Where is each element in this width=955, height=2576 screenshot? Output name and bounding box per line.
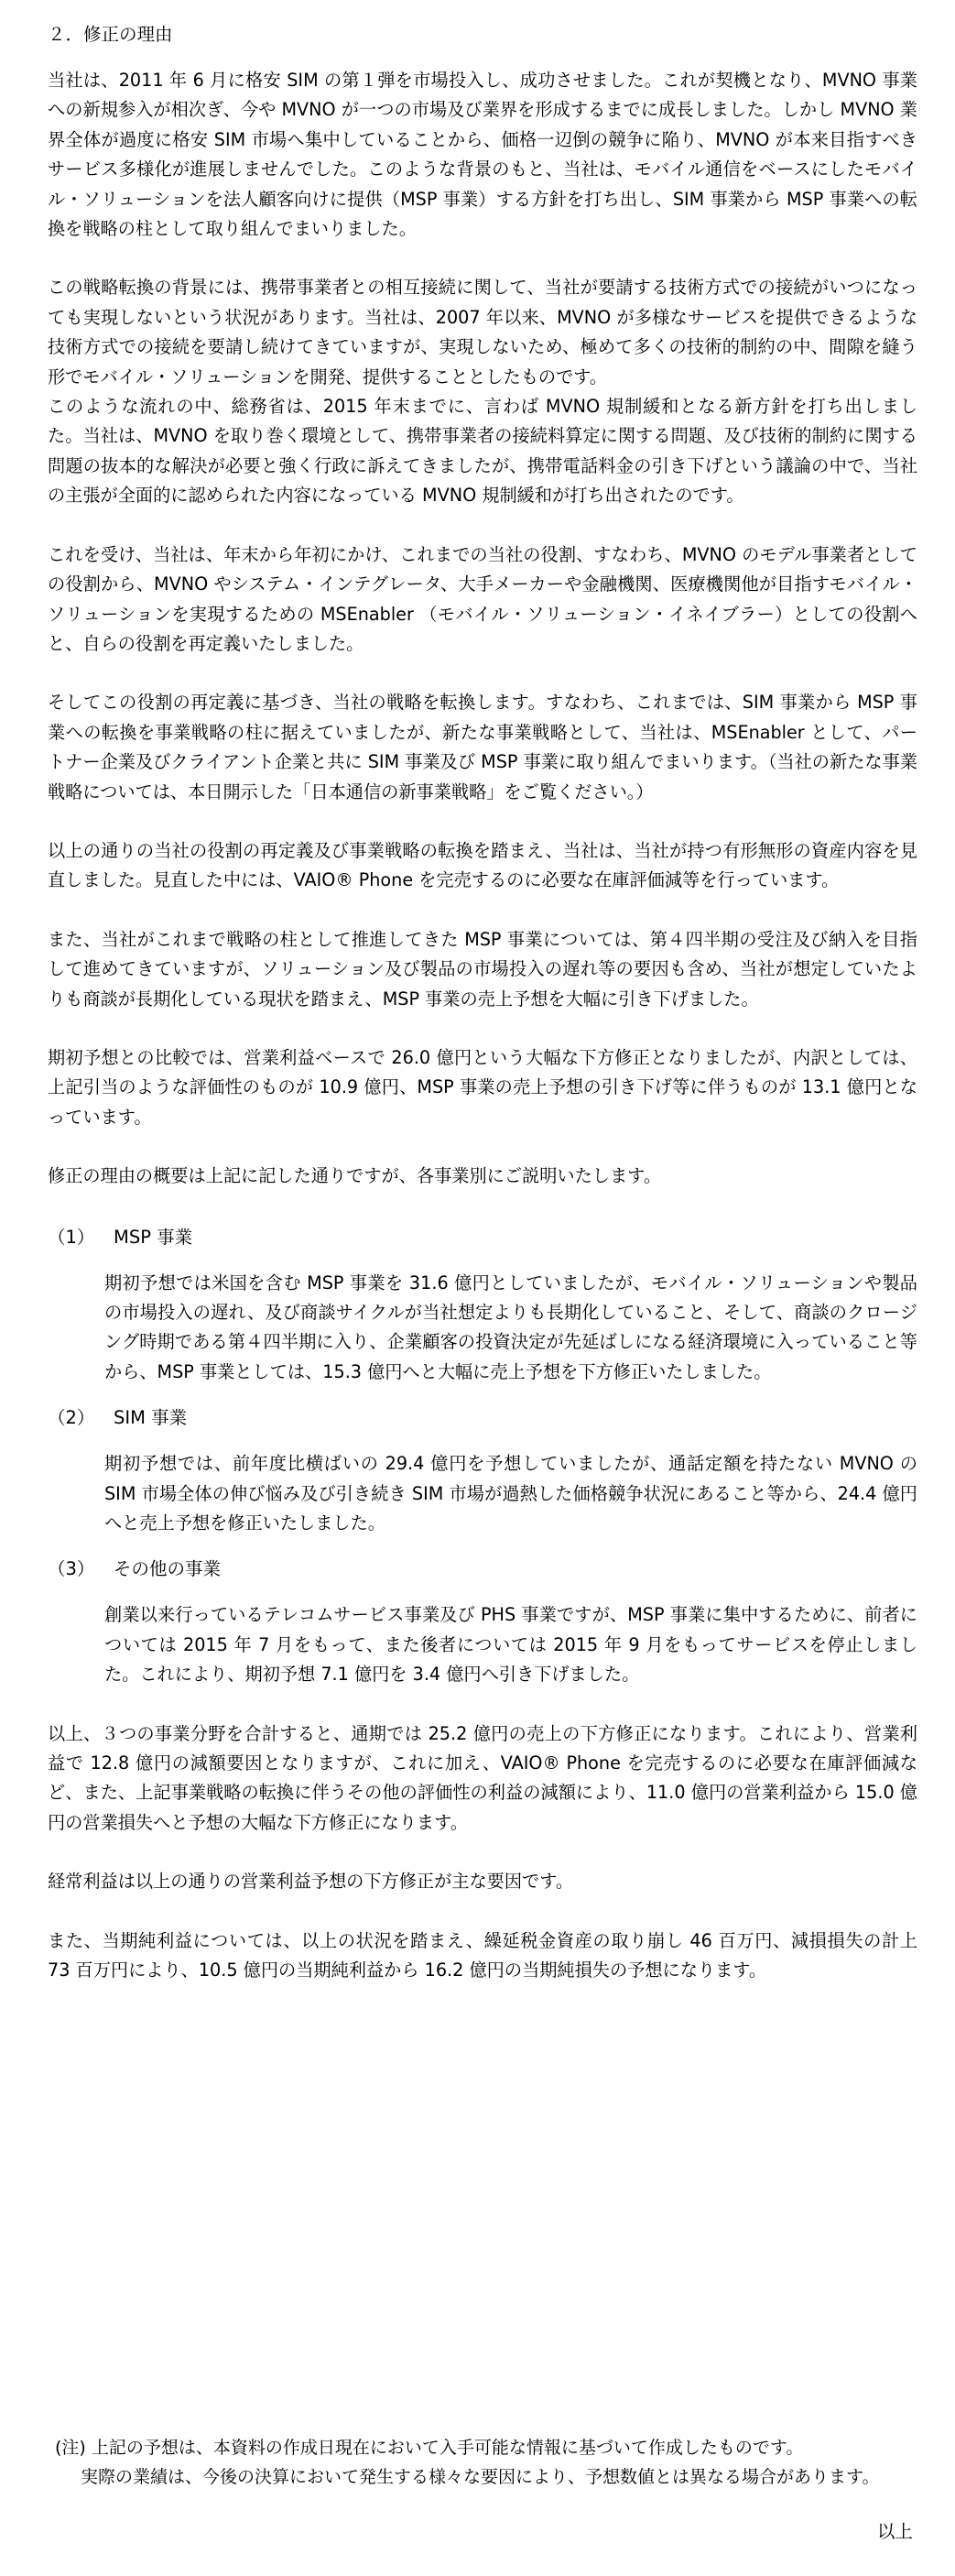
paragraph-10: 以上、３つの事業分野を合計すると、通期では 25.2 億円の売上の下方修正になります。これにより、営業利益で 12.8 億円の減額要因となりますが、これに加え、VAIO® Phone を完売するのに必要な在庫評価減など、また、上記事業戦略の転換に伴うその他の評価性の利益の減額により、11.0 億円の営業利益から 15.0 億円の営業損失へと予想の大幅な下方修正になります。 xyxy=(48,1722,917,1833)
item-number: （2） xyxy=(48,1407,95,1429)
item-title: その他の事業 xyxy=(114,1558,222,1580)
closing-mark: 以上 xyxy=(876,2521,913,2542)
disclaimer-note xyxy=(55,2433,925,2492)
paragraph-8: 期初予想との比較では、営業利益ベースで 26.0 億円という大幅な下方修正となりましたが、内訳としては、上記引当のような評価性のものが 10.9 億円、MSP 事業の売上予想の引き下げ等に伴うものが 13.1 億円となっています。 xyxy=(48,1046,917,1128)
item-body: 創業以来行っているテレコムサービス事業及び PHS 事業ですが、MSP 事業に集中するために、前者については 2015 年 7 月をもって、また後者については 2015 年 9 月をもってサービスを停止しました。これにより、期初予想 7.1 億円を 3.4 億円へ引き下げました。 xyxy=(104,1604,917,1686)
paragraph-3: このような流れの中、総務省は、2015 年末までに、言わば MVNO 規制緩和となる新方針を打ち出しました。当社は、MVNO を取り巻く環境として、携帯事業者の接続料算定に関する問題、及び技術的制約に関する問題の抜本的な解決が必要と強く行政に訴えてきましたが、携帯電話料金の引き下げという議論の中で、当社の主張が全面的に認められた内容になっている MVNO 規制緩和が打ち出されたのです。 xyxy=(48,396,917,507)
item-body: 期初予想では、前年度比横ばいの 29.4 億円を予想していましたが、通話定額を持たない MVNO の SIM 市場全体の伸び悩み及び引き続き SIM 市場が過熱した価格競争状況にあること等から、24.4 億円へと売上予想を修正いたしました。 xyxy=(104,1453,917,1534)
item-title: MSP 事業 xyxy=(114,1226,193,1248)
item-sim xyxy=(48,1402,917,1538)
paragraph-1: 当社は、2011 年 6 月に格安 SIM の第１弾を市場投入し、成功させました。これが契機となり、MVNO 事業への新規参入が相次ぎ、今や MVNO が一つの市場及び業界を形成するまでに成長しました。しかし MVNO 業界全体が過度に格安 SIM 市場へ集中していることから、価格一辺倒の競争に陥り、MVNO が本来目指すべきサービス多様化が進展しませんでした。このような背景のもと、当社は、モバイル通信をベースにしたモバイル・ソリューションを法人顧客向けに提供（MSP 事業）する方針を打ち出し、SIM 事業から MSP 事業への転換を戦略の柱として取り組んでまいりました。 xyxy=(48,70,917,240)
note-line-1: (注) 上記の予想は、本資料の作成日現在において入手可能な情報に基づいて作成したものです。 xyxy=(55,2438,804,2458)
item-number: （1） xyxy=(48,1226,95,1248)
paragraph-2: この戦略転換の背景には、携帯事業者との相互接続に関して、当社が要請する技術方式での接続がいつになっても実現しないという状況があります。当社は、2007 年以来、MVNO が多様なサービスを提供できるような技術方式での接続を要請し続けてきていますが、実現しないため、極めて多くの技術的制約の中、間隙を縫う形でモバイル・ソリューションを開発、提供することとしたものです。 xyxy=(48,277,917,387)
paragraph-9: 修正の理由の概要は上記に記した通りですが、各事業別にご説明いたします。 xyxy=(48,1165,662,1187)
paragraph-5: そしてこの役割の再定義に基づき、当社の戦略を転換します。すなわち、これまでは、SIM 事業から MSP 事業への転換を事業戦略の柱に据えていましたが、新たな事業戦略として、当社は、MSEnabler として、パートナー企業及びクライアント企業と共に SIM 事業及び MSP 事業に取り組んでまいります。（当社の新たな事業戦略については、本日開示した「日本通信の新事業戦略」をご覧ください。） xyxy=(48,692,917,802)
paragraph-7: また、当社がこれまで戦略の柱として推進してきた MSP 事業については、第４四半期の受注及び納入を目指して進めてきていますが、ソリューション及び製品の市場投入の遅れ等の要因も含め、当社が想定していたよりも商談が長期化している現状を踏まえ、MSP 事業の売上予想を大幅に引き下げました。 xyxy=(48,928,917,1010)
paragraph-4: これを受け、当社は、年末から年初にかけ、これまでの当社の役割、すなわち、MVNO のモデル事業者としての役割から、MVNO やシステム・インテグレータ、大手メーカーや金融機関、医療機関他が目指すモバイル・ソリューションを実現するための MSEnabler （モバイル・ソリューション・イネイブラー）としての役割へと、自らの役割を再定義いたしました。 xyxy=(48,543,917,654)
item-other xyxy=(48,1553,917,1689)
paragraph-11: 経常利益は以上の通りの営業利益予想の下方修正が主な要因です。 xyxy=(48,1871,574,1893)
document-body xyxy=(48,18,917,1986)
note-line-2: 実際の業績は、今後の決算において発生する様々な要因により、予想数値とは異なる場合があります。 xyxy=(81,2467,880,2487)
item-msp xyxy=(48,1221,917,1388)
paragraph-6: 以上の通りの当社の役割の再定義及び事業戦略の転換を踏まえ、当社は、当社が持つ有形無形の資産内容を見直しました。見直した中には、VAIO® Phone を完売するのに必要な在庫評価減等を行っています。 xyxy=(48,839,917,891)
item-title: SIM 事業 xyxy=(114,1407,188,1429)
item-body: 期初予想では米国を含む MSP 事業を 31.6 億円としていましたが、モバイル・ソリューションや製品の市場投入の遅れ、及び商談サイクルが当社想定よりも長期化していること、そして、商談のクロージング時期である第４四半期に入り、企業顧客の投資決定が先延ばしになる経済環境に入っていること等から、MSP 事業としては、15.3 億円へと大幅に売上予想を下方修正いたしました。 xyxy=(104,1272,917,1382)
paragraph-12: また、当期純利益については、以上の状況を踏まえ、繰延税金資産の取り崩し 46 百万円、減損損失の計上 73 百万円により、10.5 億円の当期純利益から 16.2 億円の当期純損失の予想になります。 xyxy=(48,1929,917,1981)
section-title: ２．修正の理由 xyxy=(48,24,173,45)
item-number: （3） xyxy=(48,1558,95,1580)
